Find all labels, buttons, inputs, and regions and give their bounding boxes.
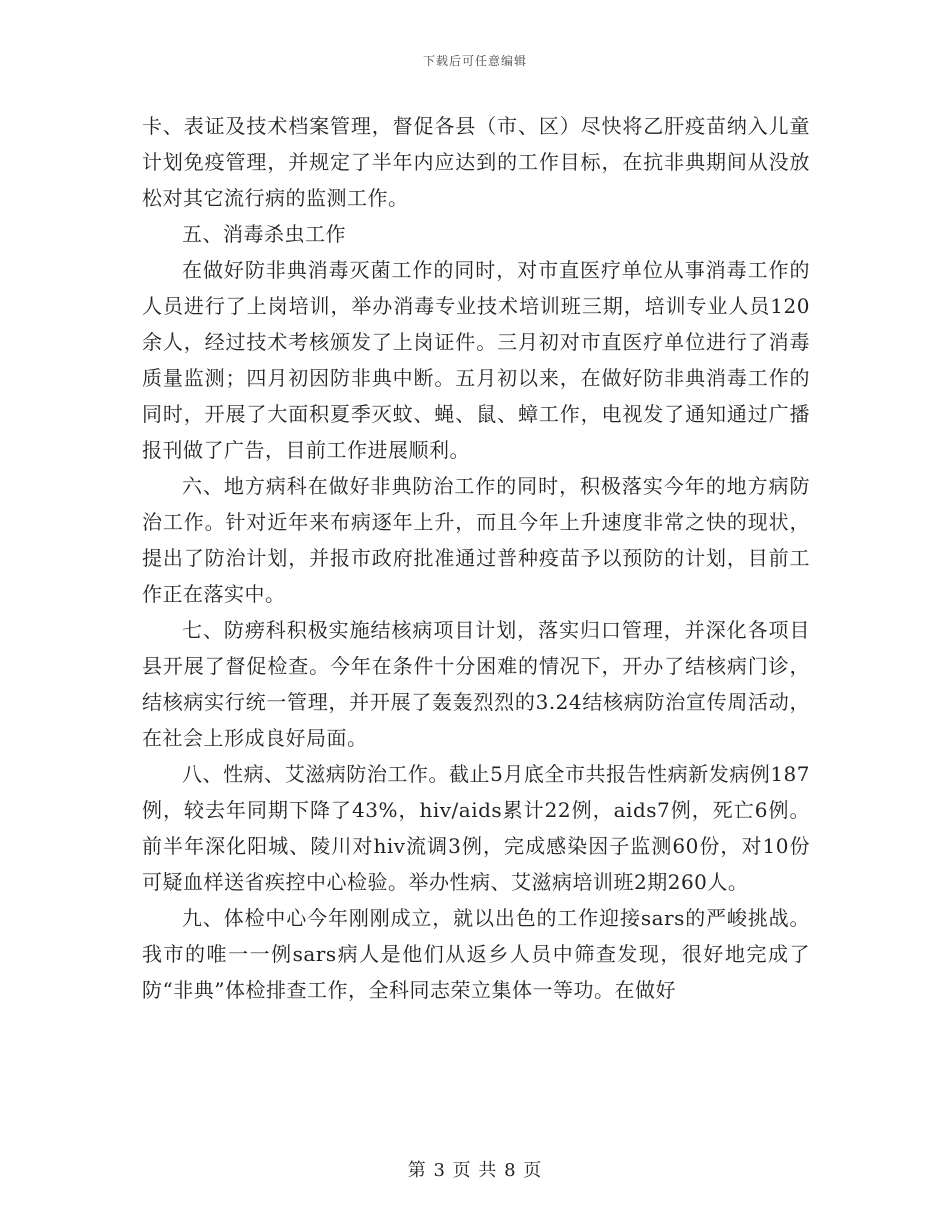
paragraph-endemic-disease: 六、地方病科在做好非典防治工作的同时，积极落实今年的地方病防治工作。针对近年来布病逐年上升，而且今年上升速度非常之快的现状，提出了防治计划，并报市政府批准通过普种疫苗予以预防的计划，目前工作正在落实中。: [142, 474, 810, 606]
paragraph-disinfection: 在做好防非典消毒灭菌工作的同时，对市直医疗单位从事消毒工作的人员进行了上岗培训，举办消毒专业技术培训班三期，培训专业人员120余人，经过技术考核颁发了上岗证件。三月初对市直医疗单位进行了消毒质量监测；四月初因防非典中断。五月初以来，在做好防非典消毒工作的同时，开展了大面积夏季灭蚊、蝇、鼠、蟑工作，电视发了通知通过广播报刊做了广告，目前工作进展顺利。: [142, 258, 810, 462]
document-body: [142, 108, 810, 1008]
section-heading-disinfection: 五、消毒杀虫工作: [182, 222, 346, 246]
paragraph-std-aids: 八、性病、艾滋病防治工作。截止5月底全市共报告性病新发病例187例，较去年同期下降了43%，hiv/aids累计22例，aids7例，死亡6例。前半年深化阳城、陵川对hiv流调3例，完成感染因子监测60份，对10份可疑血样送省疾控中心检验。举办性病、艾滋病培训班2期260人。: [142, 762, 810, 894]
paragraph-tuberculosis: 七、防痨科积极实施结核病项目计划，落实归口管理，并深化各项目县开展了督促检查。今年在条件十分困难的情况下，开办了结核病门诊，结核病实行统一管理，并开展了轰轰烈烈的3.24结核病防治宣传周活动，在社会上形成良好局面。: [142, 618, 810, 750]
page-number: 第 3 页 共 8 页: [407, 1160, 543, 1181]
paragraph-physical-exam-center: 九、体检中心今年刚刚成立，就以出色的工作迎接sars的严峻挑战。我市的唯一一例sars病人是他们从返乡人员中筛查发现，很好地完成了防“非典”体检排查工作，全科同志荣立集体一等功。在做好: [142, 906, 810, 1002]
page-header: 下载后可任意编辑: [422, 54, 527, 68]
paragraph-continuation: 卡、表证及技术档案管理，督促各县（市、区）尽快将乙肝疫苗纳入儿童计划免疫管理，并规定了半年内应达到的工作目标，在抗非典期间从没放松对其它流行病的监测工作。: [142, 114, 810, 210]
